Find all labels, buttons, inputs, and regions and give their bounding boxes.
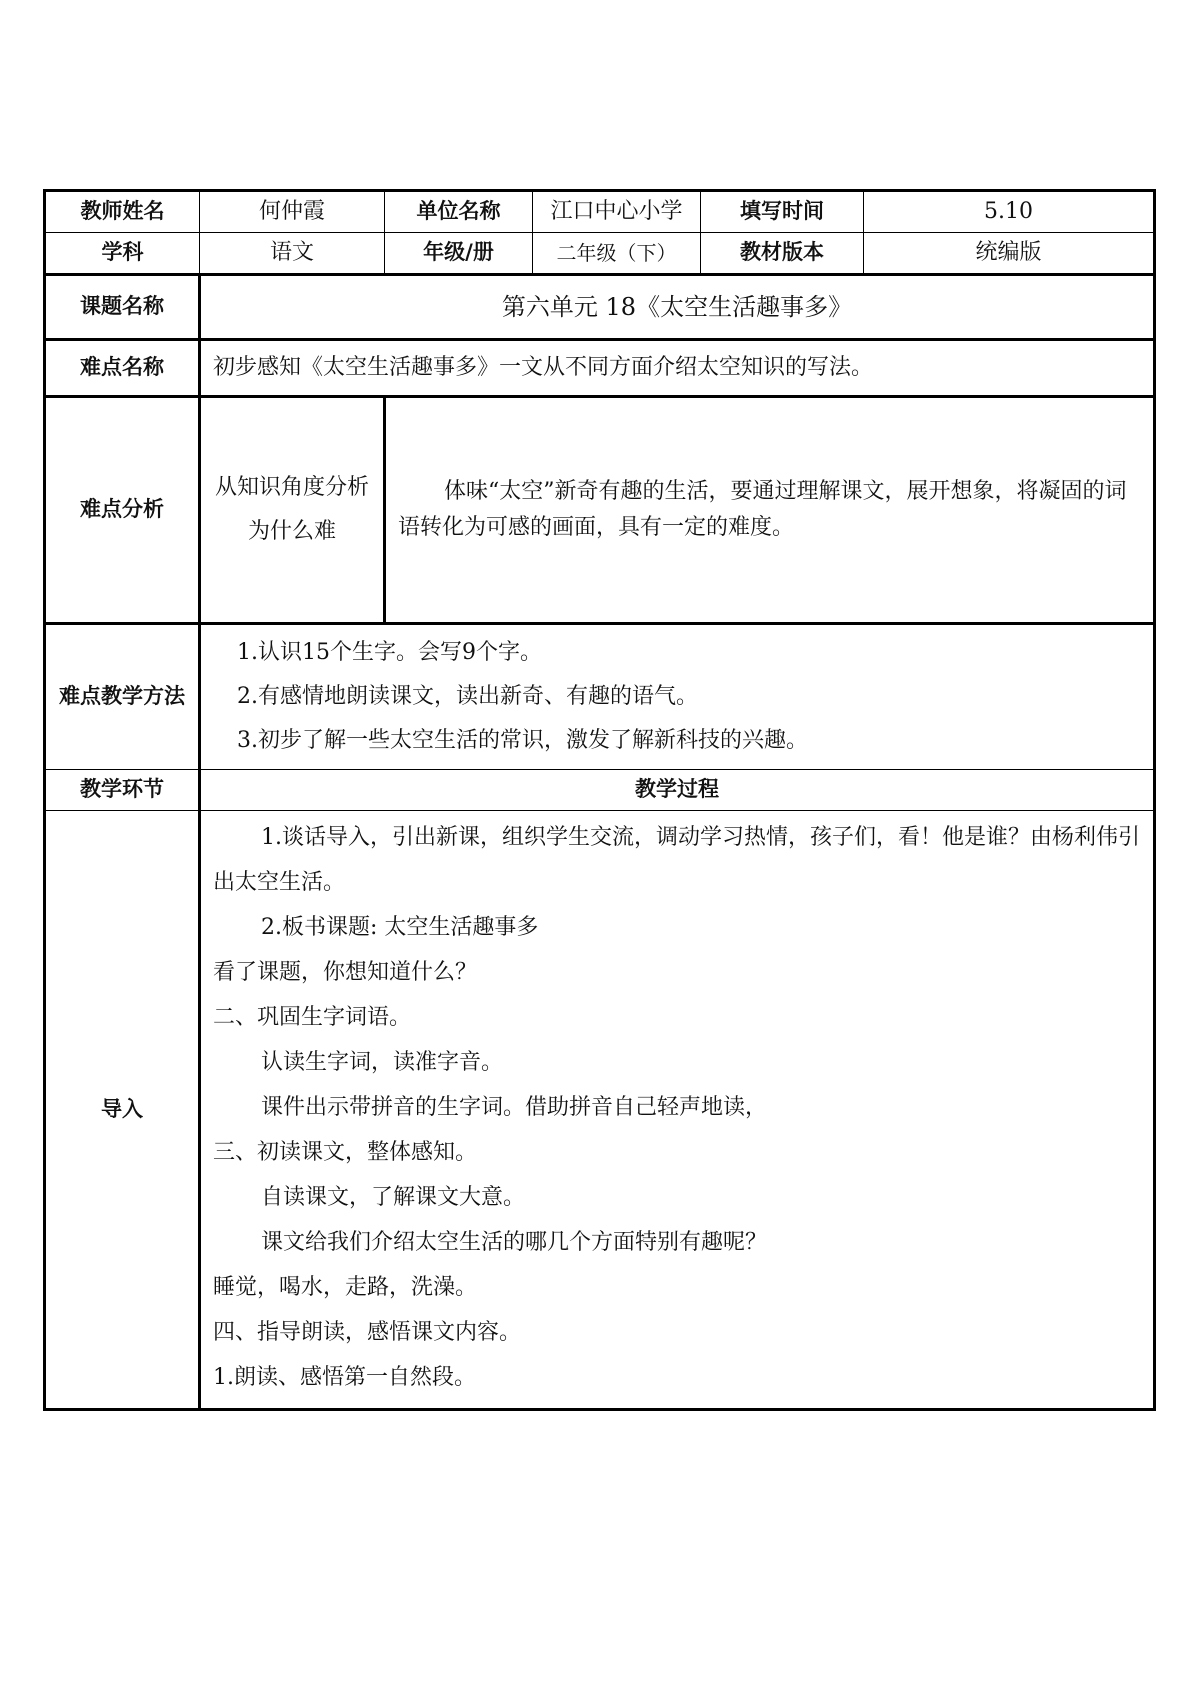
- intro-process: [201, 811, 1153, 1408]
- process-line: 认读生字词，读准字音。: [261, 1050, 504, 1075]
- difficulty-value: 初步感知《太空生活趣事多》一文从不同方面介绍太空知识的写法。: [200, 340, 1155, 397]
- method-label: 难点教学方法: [45, 624, 200, 770]
- title-row: [45, 275, 1155, 340]
- process-line: 1.谈话导入，引出新课，组织学生交流，调动学习热情，孩子们，看！他是谁？由杨利伟引出太空生活。: [213, 825, 1140, 895]
- method-item: 3.初步了解一些太空生活的常识，激发了解新科技的兴趣。: [237, 728, 808, 753]
- process-line: 睡觉，喝水，走路，洗澡。: [213, 1275, 478, 1300]
- difficulty-row: [45, 340, 1155, 397]
- analysis-sub-label: 从知识角度分析为什么难: [200, 397, 385, 624]
- date-label: 填写时间: [701, 191, 864, 233]
- process-line: 课件出示带拼音的生字词。借助拼音自己轻声地读，: [261, 1095, 768, 1120]
- analysis-label: 难点分析: [45, 397, 200, 624]
- header-row-1: [45, 191, 1155, 233]
- process-line: 自读课文，了解课文大意。: [261, 1185, 526, 1210]
- process-line: 课文给我们介绍太空生活的哪几个方面特别有趣呢？: [261, 1230, 768, 1255]
- title-label: 课题名称: [45, 275, 200, 340]
- analysis-row: [45, 397, 1155, 624]
- subject-value: 语文: [200, 233, 385, 275]
- method-cell: [200, 624, 1155, 770]
- unit-label: 单位名称: [385, 191, 533, 233]
- difficulty-label: 难点名称: [45, 340, 200, 397]
- grade-value: 二年级（下）: [533, 233, 701, 275]
- stage-header: 教学环节: [45, 770, 200, 811]
- method-item: 2.有感情地朗读课文，读出新奇、有趣的语气。: [237, 684, 698, 709]
- method-item: 1.认识15个生字。会写9个字。: [237, 640, 542, 665]
- header-row-2: [45, 233, 1155, 275]
- unit-value: 江口中心小学: [533, 191, 701, 233]
- process-line: 看了课题，你想知道什么？: [213, 960, 478, 985]
- edition-value: 统编版: [864, 233, 1155, 275]
- lesson-plan-sheet: [43, 189, 1153, 1411]
- intro-row: [45, 811, 1155, 1410]
- grade-label: 年级/册: [385, 233, 533, 275]
- teacher-value: 何仲霞: [200, 191, 385, 233]
- method-list: [201, 625, 1153, 769]
- process-line: 二、巩固生字词语。: [213, 1005, 412, 1030]
- lesson-plan-table: [43, 189, 1156, 1411]
- title-value: 第六单元 18《太空生活趣事多》: [200, 275, 1155, 340]
- date-value: 5.10: [864, 191, 1155, 233]
- method-row: [45, 624, 1155, 770]
- edition-label: 教材版本: [701, 233, 864, 275]
- process-line: 三、初读课文，整体感知。: [213, 1140, 478, 1165]
- process-line: 1.朗读、感悟第一自然段。: [213, 1365, 476, 1390]
- intro-cell: [200, 811, 1155, 1410]
- process-line: 四、指导朗读，感悟课文内容。: [213, 1320, 522, 1345]
- process-header-row: [45, 770, 1155, 811]
- subject-label: 学科: [45, 233, 200, 275]
- process-line: 2.板书课题: 太空生活趣事多: [261, 915, 539, 940]
- intro-stage: 导入: [45, 811, 200, 1410]
- process-header: 教学过程: [200, 770, 1155, 811]
- teacher-label: 教师姓名: [45, 191, 200, 233]
- analysis-text: 体味“太空”新奇有趣的生活，要通过理解课文，展开想象，将凝固的词语转化为可感的画面，具有一定的难度。: [385, 397, 1155, 624]
